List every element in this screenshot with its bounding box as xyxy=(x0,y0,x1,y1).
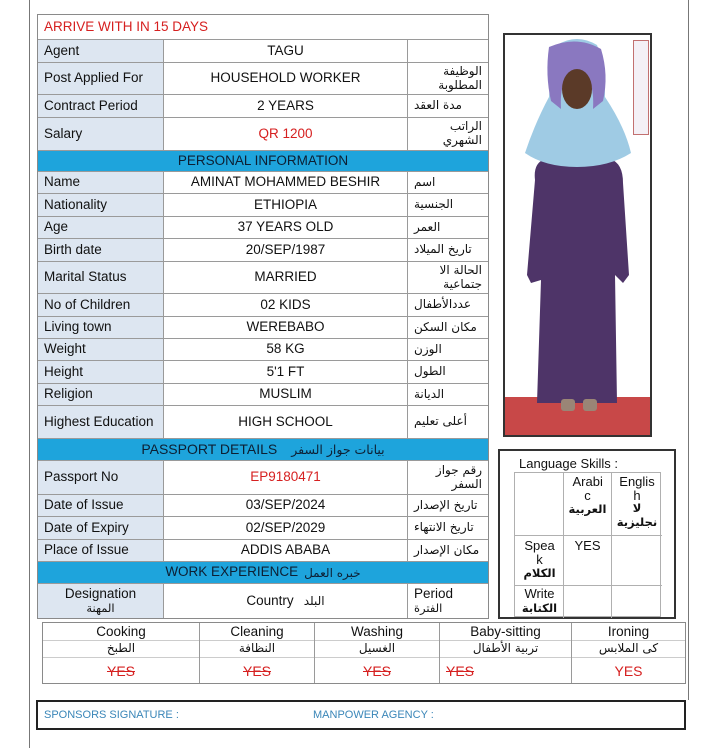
row-value: TAGU xyxy=(164,40,408,62)
right-foot xyxy=(583,399,597,411)
row-nationality xyxy=(38,194,488,217)
row-value: 37 YEARS OLD xyxy=(164,217,408,238)
signature-box xyxy=(36,700,686,730)
skill-value: YES xyxy=(242,663,271,679)
country-arabic: البلد xyxy=(303,594,325,608)
row-passport-no xyxy=(38,461,488,495)
row-date-expiry xyxy=(38,517,488,540)
row-value: 20/SEP/1987 xyxy=(164,239,408,261)
language-grid xyxy=(514,472,661,617)
row-label: Post Applied For xyxy=(38,63,164,94)
arrival-note: ARRIVE WITH IN 15 DAYS xyxy=(44,18,209,34)
speak-label: Spea k xyxy=(524,538,555,567)
row-living-town xyxy=(38,317,488,339)
row-value: WEREBABO xyxy=(164,317,408,338)
row-name xyxy=(38,172,488,194)
row-label: Height xyxy=(38,361,164,383)
row-label: Salary xyxy=(38,118,164,150)
row-value: 58 KG xyxy=(164,339,408,360)
section-title-arabic: بيانات جواز السفر xyxy=(291,442,385,457)
country-header xyxy=(164,584,408,618)
skill-name: Cleaning xyxy=(230,624,284,639)
skill-value: YES xyxy=(106,663,135,679)
row-arabic: عددالأطفال xyxy=(414,297,471,312)
row-education xyxy=(38,406,488,439)
skill-arabic: کی الملابس xyxy=(572,640,685,658)
passport-header xyxy=(38,439,488,461)
row-children xyxy=(38,294,488,317)
arabic-column-label: Arabi c xyxy=(572,474,603,503)
skill-arabic: النظافة xyxy=(200,640,314,658)
row-value: ETHIOPIA xyxy=(164,194,408,216)
skill-name: Cooking xyxy=(96,624,146,639)
face xyxy=(562,69,592,109)
row-agent xyxy=(38,40,488,63)
row-label: Date of Issue xyxy=(38,495,164,516)
skill-name: Ironing xyxy=(607,624,650,639)
country-label: Country xyxy=(246,592,294,608)
row-value: HOUSEHOLD WORKER xyxy=(164,63,408,94)
row-value: MUSLIM xyxy=(164,384,408,405)
row-post xyxy=(38,63,488,95)
row-label: Weight xyxy=(38,339,164,360)
row-height xyxy=(38,361,488,384)
grid-line xyxy=(515,535,662,536)
page-border-right xyxy=(688,0,689,700)
skill-cooking xyxy=(43,623,200,683)
row-arabic: الوظيفة المطلوبة xyxy=(438,63,482,92)
sponsor-signature-label: SPONSORS SIGNATURE : xyxy=(44,709,179,721)
row-date-issue xyxy=(38,495,488,517)
row-label: Nationality xyxy=(38,194,164,216)
skill-arabic: تربية الأطفال xyxy=(440,640,571,658)
row-value: ADDIS ABABA xyxy=(164,540,408,561)
skill-baby-sitting xyxy=(440,623,572,683)
period-arabic: الفترة xyxy=(414,601,443,616)
skill-ironing xyxy=(572,623,685,683)
speak-row-header xyxy=(516,539,563,580)
row-label: Highest Education xyxy=(38,406,164,438)
row-age xyxy=(38,217,488,239)
skill-arabic: الطبخ xyxy=(43,640,199,658)
row-arabic xyxy=(408,40,488,62)
row-label: Passport No xyxy=(38,461,164,494)
personal-info-header xyxy=(38,151,488,172)
row-value: HIGH SCHOOL xyxy=(164,406,408,438)
skill-arabic: الغسيل xyxy=(315,640,439,658)
row-arabic: الراتب الشهري xyxy=(442,119,482,147)
info-table xyxy=(37,14,489,619)
candidate-photo-frame xyxy=(503,33,652,437)
row-label: Living town xyxy=(38,317,164,338)
row-salary xyxy=(38,118,488,151)
row-place-issue xyxy=(38,540,488,562)
row-arabic: تاريخ الإصدار xyxy=(414,497,478,512)
row-arabic: تاريخ الانتهاء xyxy=(414,520,474,535)
row-value: EP9180471 xyxy=(164,461,408,494)
period-label: Period xyxy=(414,585,454,601)
row-weight xyxy=(38,339,488,361)
row-marital xyxy=(38,262,488,294)
skill-value: YES xyxy=(446,663,475,679)
row-value: 03/SEP/2024 xyxy=(164,495,408,516)
row-value: QR 1200 xyxy=(164,118,408,150)
row-birth-date xyxy=(38,239,488,262)
period-header xyxy=(408,584,488,618)
skill-value: YES xyxy=(362,663,391,679)
row-arabic: الحالة الا جتماعية xyxy=(439,262,482,291)
row-label: Birth date xyxy=(38,239,164,261)
row-arabic: مكان السكن xyxy=(414,319,477,334)
skill-name: Washing xyxy=(350,624,404,639)
person-photo xyxy=(505,35,650,435)
row-arabic: الوزن xyxy=(414,341,442,356)
row-value: 2 YEARS xyxy=(164,95,408,117)
row-value: 5'1 FT xyxy=(164,361,408,383)
row-arabic: العمر xyxy=(414,219,441,234)
english-column-label: Englis h xyxy=(619,474,655,503)
row-label: Religion xyxy=(38,384,164,405)
row-label: Age xyxy=(38,217,164,238)
row-arabic: مكان الإصدار xyxy=(414,542,480,557)
language-skills-title: Language Skills : xyxy=(519,456,619,471)
page-border-left xyxy=(29,0,30,748)
row-arabic: رقم جواز السفر xyxy=(435,462,482,491)
manpower-agency-label: MANPOWER AGENCY : xyxy=(313,709,434,721)
row-religion xyxy=(38,384,488,406)
write-row-header xyxy=(516,587,563,615)
skill-washing xyxy=(315,623,440,683)
row-label: Agent xyxy=(38,40,164,62)
row-arabic: اسم xyxy=(414,174,436,189)
row-value: MARRIED xyxy=(164,262,408,293)
row-label: No of Children xyxy=(38,294,164,316)
skill-cleaning xyxy=(200,623,315,683)
section-title: PERSONAL INFORMATION xyxy=(177,152,349,168)
row-arabic: تاريخ الميلاد xyxy=(414,242,472,257)
section-title-arabic: خبره العمل xyxy=(304,565,361,580)
speak-arabic-value: YES xyxy=(574,538,601,553)
work-experience-columns xyxy=(38,584,488,618)
designation-header xyxy=(38,584,164,618)
row-arabic: الطول xyxy=(414,364,446,379)
write-label: Write xyxy=(524,586,555,601)
row-arabic: الجنسية xyxy=(414,197,454,212)
row-arabic: الديانة xyxy=(414,386,445,401)
arabic-column-arabic: العربية xyxy=(568,502,607,517)
row-label: Marital Status xyxy=(38,262,164,293)
section-title: WORK EXPERIENCE xyxy=(165,564,299,580)
row-value: 02/SEP/2029 xyxy=(164,517,408,539)
designation-arabic: المهنة xyxy=(86,601,115,616)
skill-value: YES xyxy=(614,663,643,679)
english-column-arabic: لا نجليزية xyxy=(616,501,658,530)
language-skills-box xyxy=(498,449,676,619)
designation-label: Designation xyxy=(64,585,137,601)
row-value: AMINAT MOHAMMED BESHIR xyxy=(164,172,408,193)
row-value: 02 KIDS xyxy=(164,294,408,316)
skill-name: Baby-sitting xyxy=(470,624,541,639)
row-arabic: أعلى تعليم xyxy=(414,414,467,429)
row-label: Contract Period xyxy=(38,95,164,117)
english-column-header xyxy=(612,475,662,530)
row-contract xyxy=(38,95,488,118)
row-label: Place of Issue xyxy=(38,540,164,561)
section-title: PASSPORT DETAILS xyxy=(141,441,278,458)
arrival-row xyxy=(38,15,488,40)
write-arabic: الكتابة xyxy=(521,600,558,615)
arabic-column-header xyxy=(564,475,611,516)
left-foot xyxy=(561,399,575,411)
row-arabic: مدة العقد xyxy=(414,98,462,113)
row-label: Name xyxy=(38,172,164,193)
skills-table xyxy=(42,622,686,684)
row-label: Date of Expiry xyxy=(38,517,164,539)
speak-arabic: الكلام xyxy=(523,566,556,581)
robe xyxy=(527,159,629,403)
work-experience-header xyxy=(38,562,488,584)
